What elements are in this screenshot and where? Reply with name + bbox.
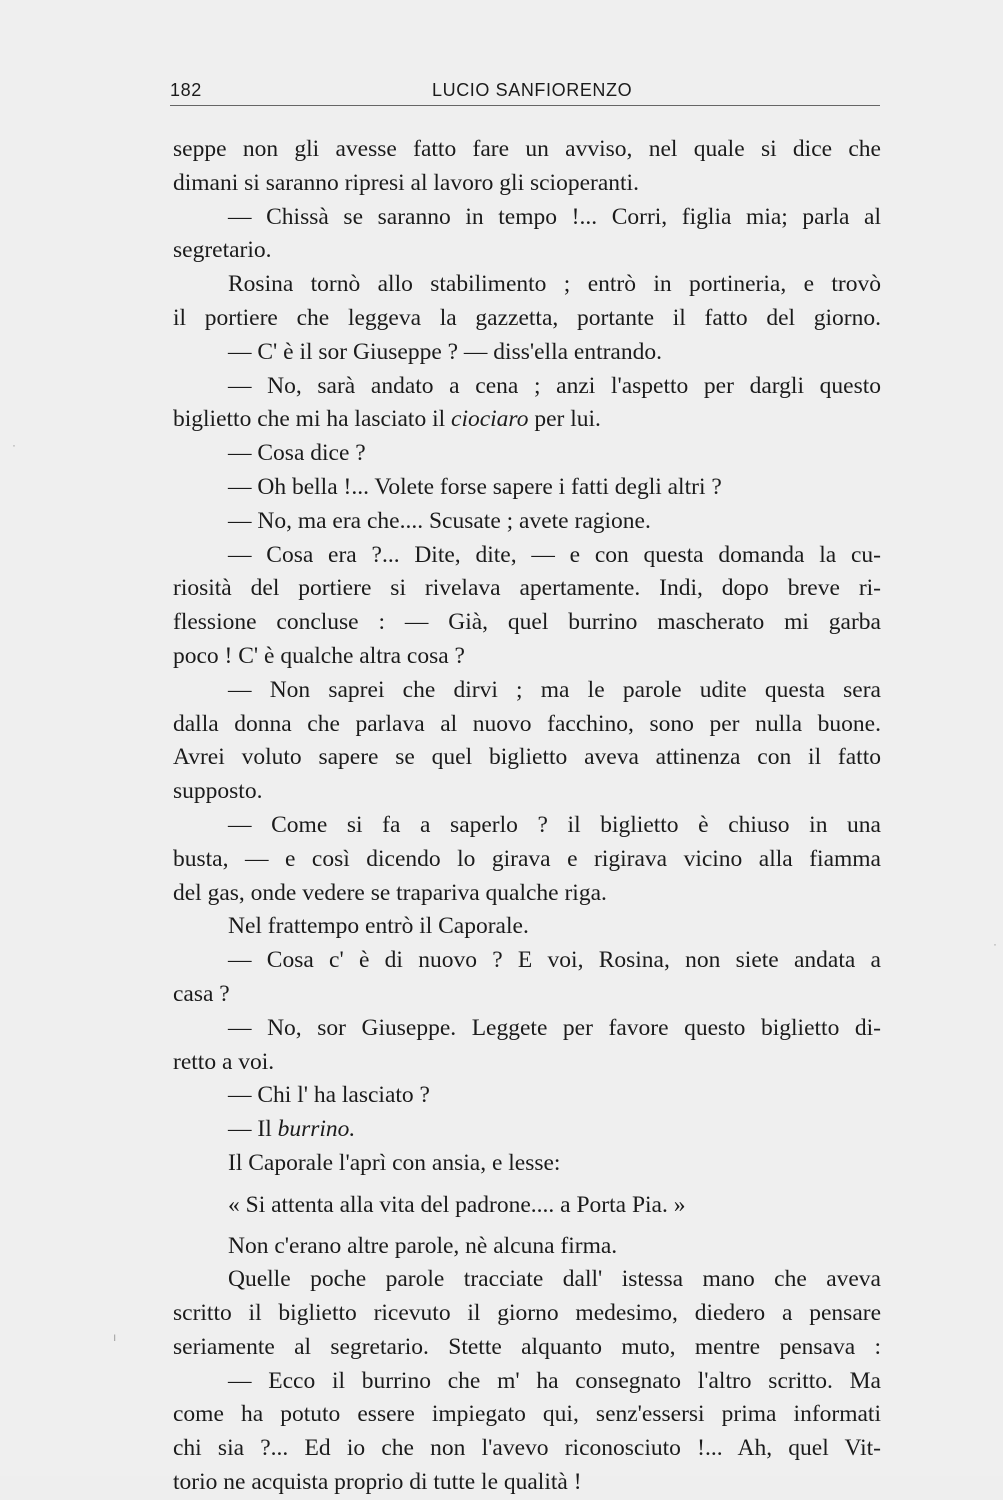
running-head: LUCIO SANFIORENZO — [432, 80, 633, 100]
text-line: torio ne acquista proprio di tutte le qualità ! — [173, 1469, 582, 1496]
paper-speck: · — [993, 937, 997, 951]
text-line: casa ? — [173, 980, 230, 1007]
text-line: — No, sarà andato a cena ; anzi l'aspetto per dargli questo — [228, 372, 881, 399]
text-line: Quelle poche parole tracciate dall' istessa mano che aveva — [228, 1266, 881, 1293]
text-line: — No, ma era che.... Scusate ; avete ragione. — [228, 507, 651, 534]
text-span: per lui. — [528, 406, 601, 433]
text-line: busta, — e così dicendo lo girava e rigirava vicino alla fiamma — [173, 845, 881, 872]
text-span: biglietto che mi ha lasciato il — [173, 406, 452, 433]
text-line: — Chi l' ha lasciato ? — [228, 1082, 430, 1109]
text-line: seriamente al segretario. Stette alquanto muto, mentre pensava : — [173, 1333, 881, 1360]
text-line: — Cosa era ?... Dite, dite, — e con questa domanda la cu- — [228, 541, 881, 568]
paper-speck: ı — [113, 1330, 117, 1344]
italic-word-burrino: burrino. — [277, 1116, 356, 1143]
text-line: dimani si saranno ripresi al lavoro gli scioperanti. — [173, 169, 639, 196]
quoted-note: « Si attenta alla vita del padrone.... a Porta Pia. » — [228, 1191, 686, 1218]
text-line: — Cosa c' è di nuovo ? E voi, Rosina, non siete andata a — [228, 947, 881, 974]
text-line: — Come si fa a saperlo ? il biglietto è chiuso in una — [228, 811, 881, 838]
text-line: dalla donna che parlava al nuovo facchino, sono per nulla buone. — [173, 710, 881, 737]
text-line: segretario. — [173, 237, 272, 264]
header-rule — [170, 105, 880, 106]
page-header — [170, 76, 880, 104]
text-line: il portiere che leggeva la gazzetta, portante il fatto del giorno. — [173, 304, 881, 331]
page-number: 182 — [170, 80, 202, 100]
text-line: Nel frattempo entrò il Caporale. — [228, 913, 529, 940]
text-line: — C' è il sor Giuseppe ? — diss'ella entrando. — [228, 338, 662, 365]
text-line: seppe non gli avesse fatto fare un avviso, nel quale si dice che — [173, 136, 881, 162]
text-line: del gas, onde vedere se trapariva qualche riga. — [173, 879, 607, 906]
text-line: come ha potuto essere impiegato qui, senz'essersi prima informati — [173, 1401, 881, 1428]
text-line: — No, sor Giuseppe. Leggete per favore questo biglietto di- — [228, 1014, 881, 1041]
text-line: supposto. — [173, 778, 263, 805]
text-line: — Non saprei che dirvi ; ma le parole udite questa sera — [228, 676, 881, 703]
text-line: Non c'erano altre parole, nè alcuna firma. — [228, 1232, 618, 1259]
text-line: retto a voi. — [173, 1048, 275, 1075]
text-line — [173, 1113, 881, 1147]
text-line: Avrei voluto sapere se quel biglietto aveva attinenza con il fatto — [173, 744, 881, 771]
text-line: — Ecco il burrino che m' ha consegnato l'altro scritto. Ma — [228, 1367, 881, 1394]
text-line: — Cosa dice ? — [228, 440, 366, 467]
text-line: flessione concluse : — Già, quel burrino mascherato mi garba — [173, 609, 881, 636]
text-line: scritto il biglietto ricevuto il giorno medesimo, diedero a pensare — [173, 1300, 881, 1327]
text-line: — Chissà se saranno in tempo !... Corri, figlia mia; parla al — [228, 203, 881, 230]
text-line: — Oh bella !... Volete forse sapere i fatti degli altri ? — [228, 473, 722, 500]
text-span: — Il — [228, 1116, 278, 1143]
text-line: chi sia ?... Ed io che non l'avevo riconosciuto !... Ah, quel Vit- — [173, 1435, 881, 1462]
body-text — [173, 133, 881, 1500]
italic-word-ciociaro: ciociaro — [451, 406, 529, 433]
text-line: Il Caporale l'aprì con ansia, e lesse: — [228, 1149, 561, 1176]
text-line: poco ! C' è qualche altra cosa ? — [173, 642, 465, 669]
text-line: Rosina tornò allo stabilimento ; entrò in portineria, e trovò — [228, 271, 881, 298]
text-line — [173, 403, 881, 437]
paper-speck: · — [12, 438, 16, 452]
text-line: riosità del portiere si rivelava apertamente. Indi, dopo breve ri- — [173, 575, 881, 602]
